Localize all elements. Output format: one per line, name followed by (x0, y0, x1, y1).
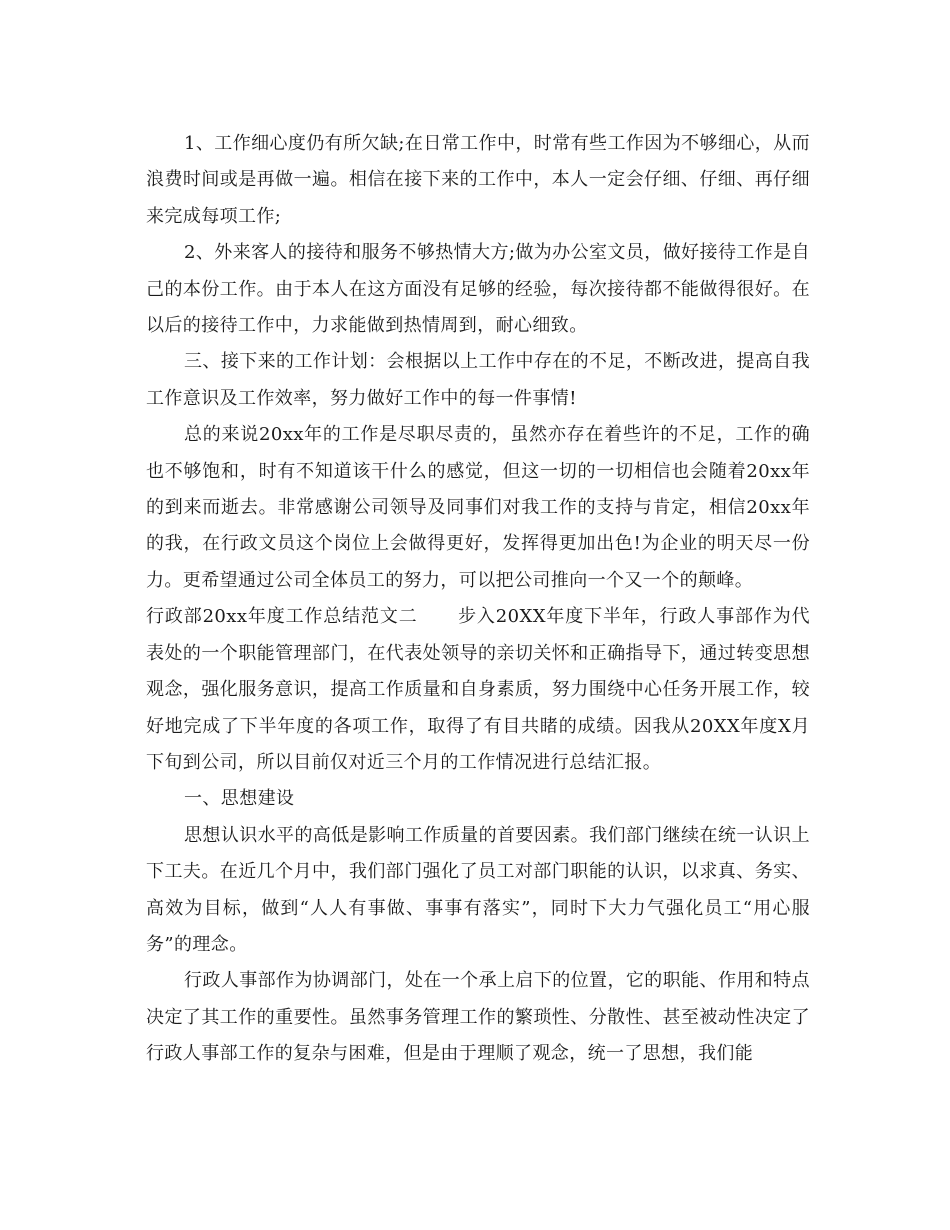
section-heading-ideology: 一、思想建设 (184, 788, 295, 810)
document-body (146, 126, 810, 1073)
paragraph-issue-1: 1、工作细心度仍有所欠缺;在日常工作中，时常有些工作因为不够细心，从而浪费时间或是再做一遍。相信在接下来的工作中，本人一定会仔细、仔细、再仔细来完成每项工作; (146, 133, 810, 227)
paragraph-ideology: 思想认识水平的高低是影响工作质量的首要因素。我们部门继续在统一认识上下工夫。在近几个月中，我们部门强化了员工对部门职能的认识，以求真、务实、高效为目标，做到“人人有事做、事事有落实”，同时下大力气强化员工“用心服务”的理念。 (146, 824, 810, 955)
paragraph-work-plan: 三、接下来的工作计划：会根据以上工作中存在的不足，不断改进，提高自我工作意识及工作效率，努力做好工作中的每一件事情! (146, 351, 810, 409)
paragraph-sample-two (146, 599, 810, 781)
paragraph-coordination: 行政人事部作为协调部门，处在一个承上启下的位置，它的职能、作用和特点决定了其工作的重要性。虽然事务管理工作的繁琐性、分散性、甚至被动性决定了行政人事部工作的复杂与困难，但是由于理顺了观念，统一了思想，我们能 (146, 970, 810, 1065)
sample-two-body: 步入20XX年度下半年，行政人事部作为代表处的一个职能管理部门，在代表处领导的亲切关怀和正确指导下，通过转变思想观念，强化服务意识，提高工作质量和自身素质，努力围绕中心任务开展工作，较好地完成了下半年度的各项工作，取得了有目共睹的成绩。因我从20XX年度X月下旬到公司，所以目前仅对近三个月的工作情况进行总结汇报。 (146, 606, 810, 773)
sample-two-title: 行政部20xx年度工作总结范文二 (146, 606, 418, 628)
paragraph-issue-2: 2、外来客人的接待和服务不够热情大方;做为办公室文员，做好接待工作是自己的本份工作。由于本人在这方面没有足够的经验，每次接待都不能做得很好。在以后的接待工作中，力求能做到热情周到，耐心细致。 (146, 242, 810, 337)
paragraph-summary: 总的来说20xx年的工作是尽职尽责的，虽然亦存在着些许的不足，工作的确也不够饱和，时有不知道该干什么的感觉，但这一切的一切相信也会随着20xx年的到来而逝去。非常感谢公司领导及同事们对我工作的支持与肯定，相信20xx年的我，在行政文员这个岗位上会做得更好，发挥得更加出色!为企业的明天尽一份力。更希望通过公司全体员工的努力，可以把公司推向一个又一个的颠峰。 (146, 424, 810, 591)
